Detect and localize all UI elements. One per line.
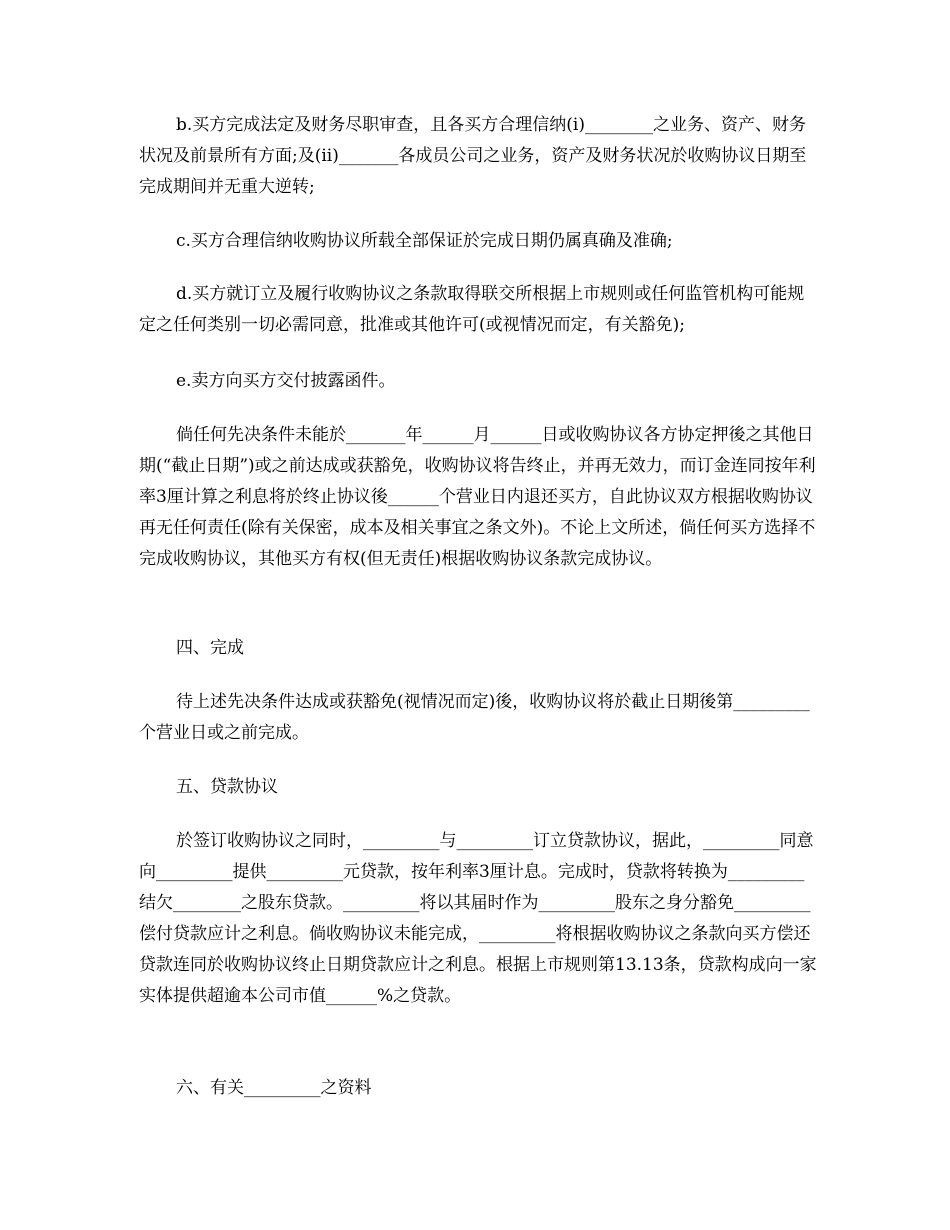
paragraph-loan-agreement: 於签订收购协议之同时，_________与_________订立贷款协议，据此，_________同意向_________提供_________元贷款，按年利率3厘计息。完成时，贷款将转换为_________结欠________之股东贷款。_________将以其届时作为_________股东之身分豁免_________偿付贷款应计之利息。倘收购协议未能完成，_________将根据收购协议之条款向买方偿还贷款连同於收购协议终止日期贷款应计之利息。根据上市规则第13.13条，贷款构成向一家实体提供超逾本公司市值______%之贷款。 (139, 831, 817, 1006)
paragraph-completion: 待上述先决条件达成或获豁免(视情况而定)後，收购协议将於截止日期後第_________个营业日或之前完成。 (139, 692, 810, 743)
paragraph-condition-e: e.卖方向买方交付披露函件。 (176, 371, 396, 391)
section-heading-completion: 四、完成 (176, 638, 244, 658)
section-heading-loan-agreement: 五、贷款协议 (176, 777, 278, 797)
paragraph-condition-b: b.买方完成法定及财务尽职审查，且各买方合理信纳(i)________之业务、资产、财务状况及前景所有方面;及(ii)_______各成员公司之业务，资产及财务状况於收购协议日期至完成期间并无重大逆转; (139, 115, 807, 197)
section-heading-information: 六、有关_________之资料 (176, 1078, 372, 1098)
paragraph-condition-c: c.买方合理信纳收购协议所载全部保证於完成日期仍属真确及准确; (176, 231, 673, 251)
paragraph-cutoff-date: 倘任何先决条件未能於_______年______月______日或收购协议各方协定押後之其他日期(“截止日期”)或之前达成或获豁免，收购协议将告终止，并再无效力，而订金连同按年利率3厘计算之利息将於终止协议後______个营业日内退还买方，自此协议双方根据收购协议再无任何责任(除有关保密，成本及相关事宜之条文外)。不论上文所述，倘任何买方选择不完成收购协议，其他买方有权(但无责任)根据收购协议条款完成协议。 (139, 425, 816, 569)
paragraph-condition-d: d.买方就订立及履行收购协议之条款取得联交所根据上市规则或任何监管机构可能规定之任何类别一切必需同意，批准或其他许可(或视情况而定，有关豁免); (139, 284, 805, 335)
